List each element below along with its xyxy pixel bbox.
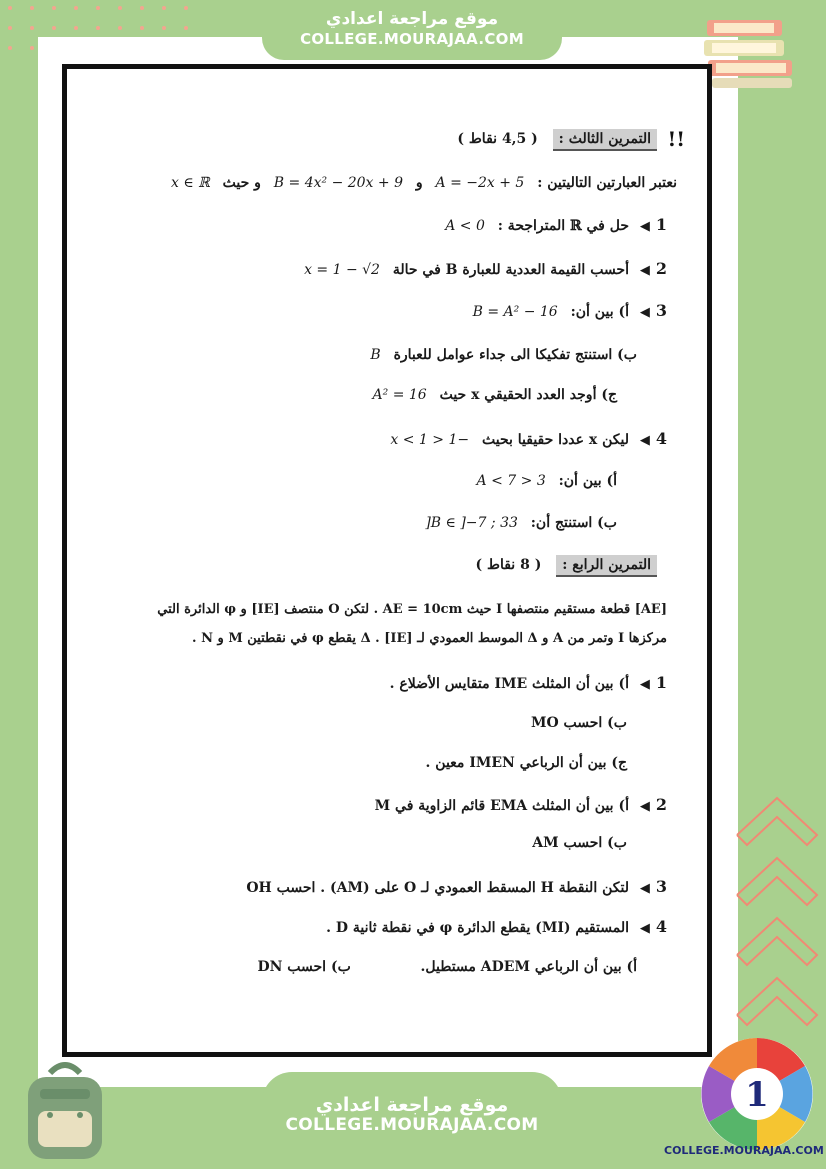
exercise-3-title: التمرين الثالث : [553,129,657,151]
exercise-4-intro-line-2: مركزها I وتمر من A و Δ الموسط العمودي لـ [IE] . Δ يقطع φ في نقطتين M و N . [192,631,667,646]
books-icon [702,12,802,92]
site-name: موقع مراجعة اعدادي [325,9,499,29]
decorative-dot [96,26,100,30]
logo-number: 1 [745,1075,769,1115]
decorative-dot [8,46,12,50]
decorative-dot [30,26,34,30]
exercise-3-q4b: ب) استنتج أن: B ∈ ]−7 ; 33[ [425,515,617,531]
exercise-3-intro: نعتبر العبارتين التاليتين : A = −2x + 5 و B = 4x² − 20x + 9 و حيث x ∈ ℝ [170,175,677,191]
decorative-dot [184,26,188,30]
exam-content [67,69,707,1052]
decorative-dot [184,6,188,10]
decorative-dot [140,26,144,30]
exercise-3-q3b: ب) استنتج تفكيكا الى جداء عوامل للعبارة B [370,347,637,363]
decorative-dot [118,6,122,10]
exercise-4-q2b: ب) احسب AM [532,835,627,851]
exercise-4-q4ab [257,959,637,975]
decorative-dot [52,26,56,30]
decorative-dot [8,26,12,30]
exercise-4-q4a: أ) بين أن الرباعي ADEM مستطيل. [420,959,637,975]
decorative-dot [74,6,78,10]
exercise-3-q1: 1◀ حل في ℝ المتراجحة : A < 0 [445,215,667,234]
decorative-dot [96,6,100,10]
decorative-dot [118,26,122,30]
exercise-3-q3c: ج) أوجد العدد الحقيقي x حيث A² = 16 [372,387,617,403]
decorative-dot [140,6,144,10]
decorative-dot [74,26,78,30]
exercise-4-q4: 4◀ المستقيم (MI) يقطع الدائرة φ في نقطة ثانية D . [326,917,667,936]
exercise-3-q3a: 3◀ أ) بين أن: B = A² − 16 [472,301,667,320]
exercise-3-points: ( 4,5 نقاط ) [457,131,538,147]
exercise-3-q4: 4◀ ليكن x عددا حقيقيا بحيث −1 < x < 1 [390,429,667,448]
exercise-4-q1a: 1◀ أ) بين أن المثلث IME متقايس الأضلاع . [389,673,667,692]
site-banner-bottom [262,1072,562,1169]
exercise-4-points: ( 8 نقاط ) [475,557,542,573]
exam-frame [62,64,712,1057]
site-banner-top [262,0,562,60]
site-url-bottom[interactable]: COLLEGE.MOURAJAA.COM [285,1115,539,1135]
backpack-icon [10,1055,120,1165]
exercise-4-q1b: ب) احسب MO [530,715,627,731]
exercise-4-q4b: ب) احسب DN [257,959,351,975]
decorative-chevrons [732,790,822,1040]
exercise-4-q2a: 2◀ أ) بين أن المثلث EMA قائم الزاوية في M [374,795,667,814]
decorative-dot [30,6,34,10]
attention-mark: !! [667,127,685,151]
exercise-4-heading [476,557,658,573]
exercise-4-intro-line-1: [AE] قطعة مستقيم منتصفها I حيث AE = 10cm . لتكن O منتصف [IE] و φ الدائرة التي [157,602,667,617]
exercise-4-q1c: ج) بين أن الرباعي IMEN معين . [425,755,627,771]
decorative-dot [162,6,166,10]
exercise-4-title: التمرين الرابع : [556,555,657,577]
decorative-dot [30,46,34,50]
exercise-3-heading [457,127,685,151]
exercise-4-q3: 3◀ لتكن النقطة H المسقط العمودي لـ O على (AM) . احسب OH [246,877,667,896]
site-url[interactable]: COLLEGE.MOURAJAA.COM [300,30,524,48]
decorative-dot [162,26,166,30]
exercise-3-q4a: أ) بين أن: 3 < A < 7 [476,473,617,489]
site-name-bottom: موقع مراجعة اعدادي [315,1094,509,1116]
decorative-dot [52,6,56,10]
logo-caption: COLLEGE.MOURAJAA.COM [664,1144,824,1157]
decorative-dot [8,6,12,10]
exercise-3-q2: 2◀ أحسب القيمة العددية للعبارة B في حالة x = 1 − √2 [304,259,667,278]
